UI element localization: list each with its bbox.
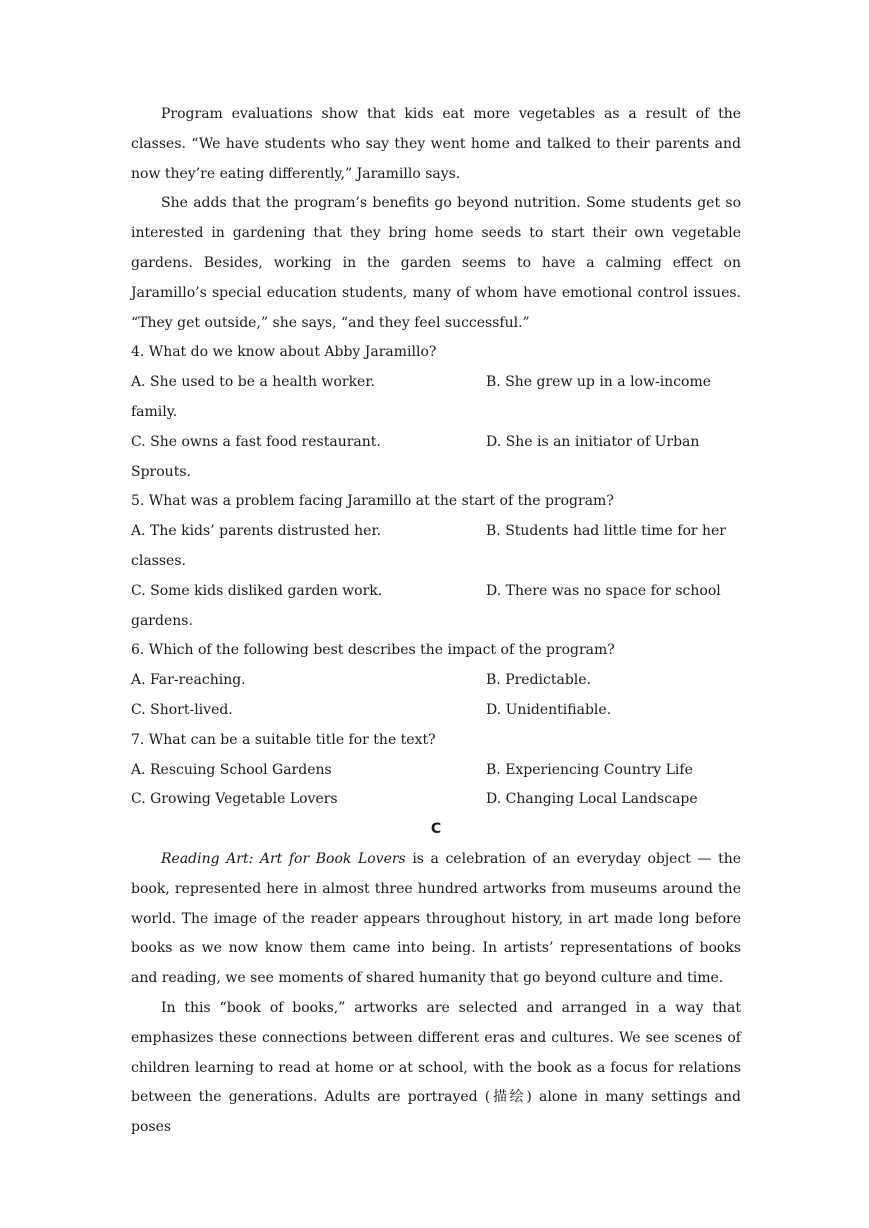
- option-b: B. Students had little time for her: [486, 523, 727, 540]
- option-b: B. Predictable.: [486, 672, 592, 689]
- option-a: A. The kids’ parents distrusted her.: [131, 523, 382, 540]
- paragraph-text: is a celebration of an everyday object — the book, represented here in almost three hundred artworks from museums around the world. The image of the reader appears throughout history, in art made long before books as we now know them came into being. In artists’ representations of books and reading, we see moments of shared humanity that go beyond culture and time.: [131, 850, 741, 987]
- question-stem: 7. What can be a suitable title for the text?: [131, 731, 436, 748]
- option-a: A. Far-reaching.: [131, 672, 246, 689]
- option-c: C. Some kids disliked garden work.: [131, 582, 383, 599]
- section-heading: C: [430, 821, 442, 838]
- option-d: D. There was no space for school: [486, 582, 721, 599]
- option-c: C. Growing Vegetable Lovers: [131, 791, 338, 808]
- question-6: [131, 636, 741, 725]
- passage-b-paragraph-1: Program evaluations show that kids eat more vegetables as a result of the classes. “We have students who say they went home and talked to their parents and now they’re eating differently,” Jaramillo says.: [131, 106, 741, 182]
- option-b-continuation: family.: [131, 403, 178, 420]
- book-title: Reading Art: Art for Book Lovers: [161, 850, 406, 867]
- option-b-continuation: classes.: [131, 552, 186, 569]
- option-c: C. Short-lived.: [131, 701, 233, 718]
- question-stem: 5. What was a problem facing Jaramillo at the start of the program?: [131, 493, 614, 510]
- option-b: B. She grew up in a low-income: [486, 374, 712, 391]
- passage-c-paragraph-2: In this “book of books,” artworks are selected and arranged in a way that emphasizes these connections between different eras and cultures. We see scenes of children learning to read at home or at school, with the book as a focus for relations between the generations. Adults are portrayed (描绘) alone in many settings and poses: [131, 999, 741, 1136]
- question-5: [131, 487, 741, 636]
- option-d: D. Unidentifiable.: [486, 701, 612, 718]
- option-d: D. She is an initiator of Urban: [486, 433, 700, 450]
- option-c: C. She owns a fast food restaurant.: [131, 433, 381, 450]
- passage-b-paragraph-2: She adds that the program’s benefits go beyond nutrition. Some students get so interested in gardening that they bring home seeds to start their own vegetable gardens. Besides, working in the garden seems to have a calming effect on Jaramillo’s special education students, many of whom have emotional control issues. “They get outside,” she says, “and they feel successful.”: [131, 195, 741, 331]
- option-a: A. Rescuing School Gardens: [131, 761, 332, 778]
- option-d-continuation: Sprouts.: [131, 463, 191, 480]
- passage-c-paragraph-1: [131, 845, 741, 994]
- question-7: [131, 726, 741, 815]
- option-d: D. Changing Local Landscape: [486, 791, 698, 808]
- option-b: B. Experiencing Country Life: [486, 761, 693, 778]
- document-content: [131, 100, 741, 1143]
- option-a: A. She used to be a health worker.: [131, 374, 375, 391]
- question-stem: 4. What do we know about Abby Jaramillo?: [131, 344, 437, 361]
- question-stem: 6. Which of the following best describes the impact of the program?: [131, 642, 615, 659]
- option-d-continuation: gardens.: [131, 612, 193, 629]
- question-4: [131, 338, 741, 487]
